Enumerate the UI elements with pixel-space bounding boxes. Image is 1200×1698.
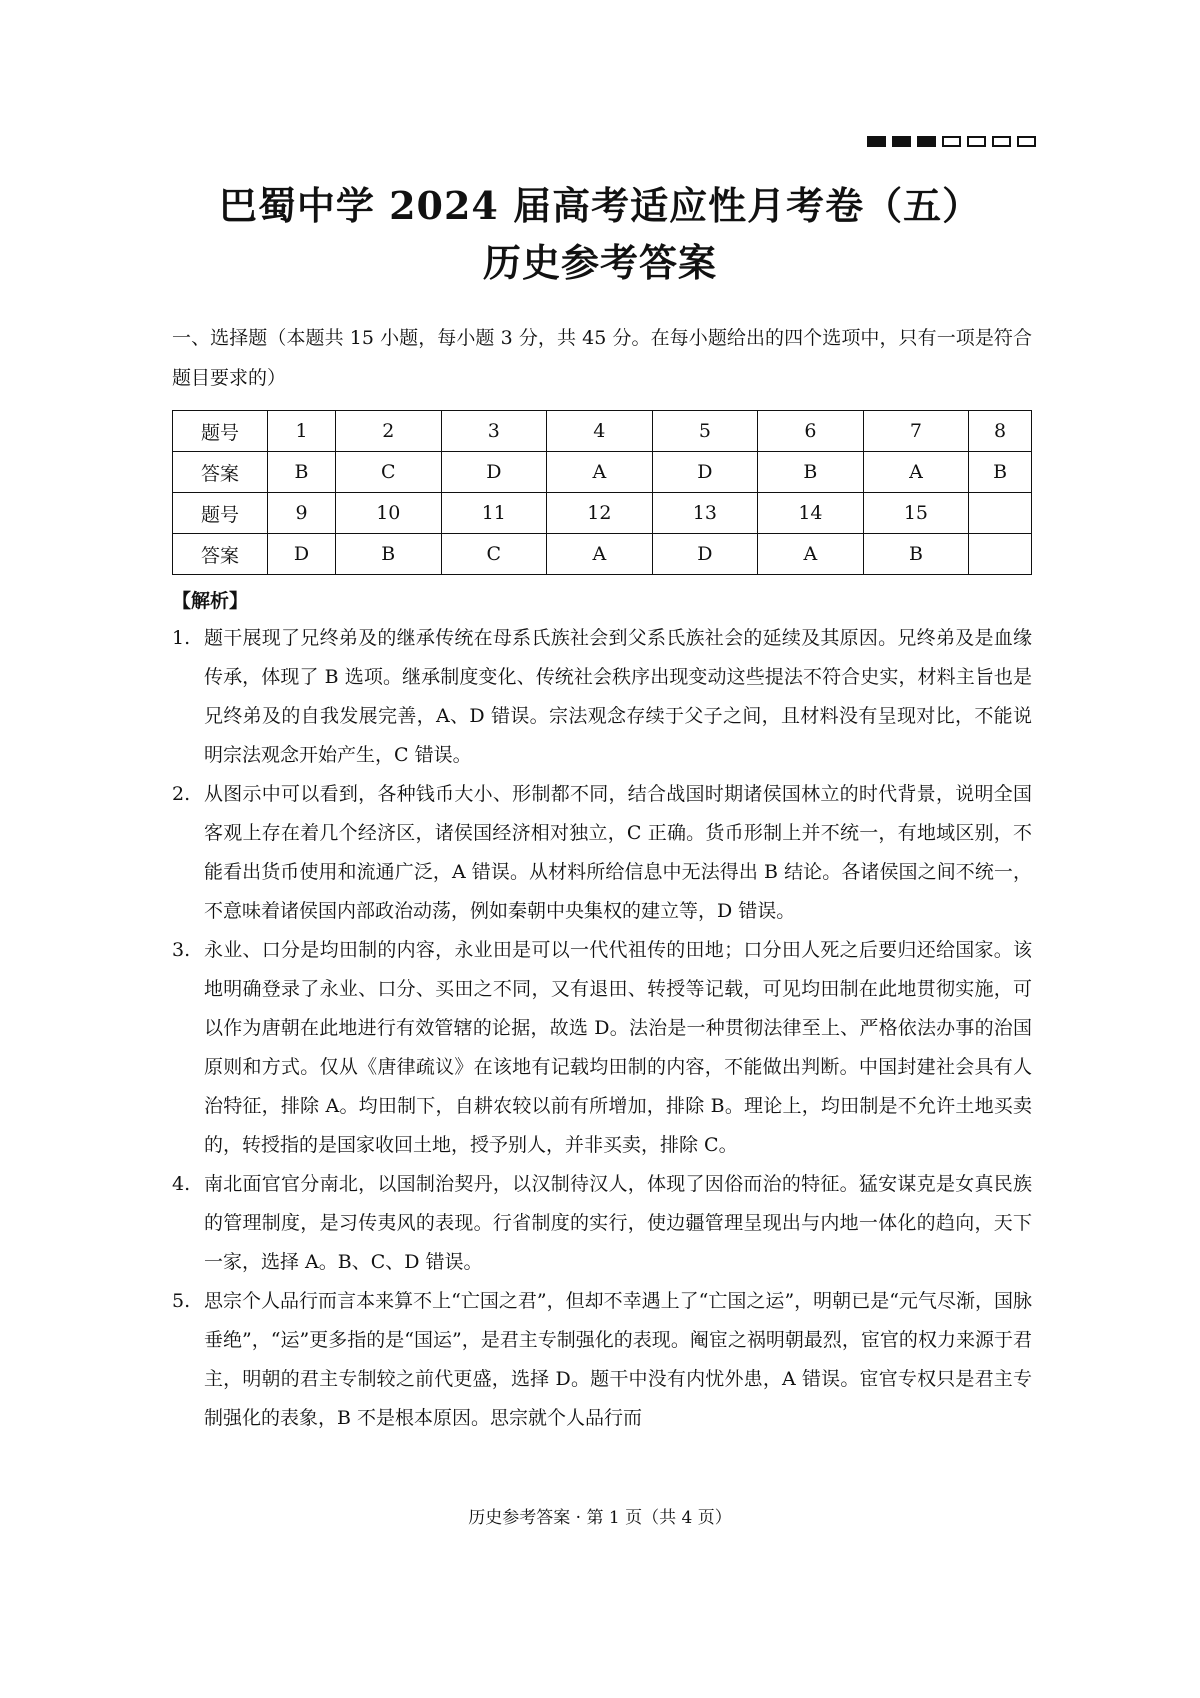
table-cell: D (268, 534, 336, 575)
table-cell: 13 (652, 493, 758, 534)
table-cell: 15 (863, 493, 969, 534)
analysis-item (172, 1282, 1032, 1438)
table-cell: 4 (547, 411, 653, 452)
section-intro: 一、选择题（本题共 15 小题，每小题 3 分，共 45 分。在每小题给出的四个选项中，只有一项是符合题目要求的） (172, 327, 1032, 389)
table-cell: B (969, 452, 1032, 493)
analysis-list (172, 619, 1032, 1438)
analysis-heading: 【解析】 (172, 590, 249, 612)
analysis-item-text: 从图示中可以看到，各种钱币大小、形制都不同，结合战国时期诸侯国林立的时代背景，说明全国客观上存在着几个经济区，诸侯国经济相对独立，C 正确。货币形制上并不统一，有地域区别，不能看出货币使用和流通广泛，A 错误。从材料所给信息中无法得出 B 结论。各诸侯国之间不统一，不意味着诸侯国内部政治动荡，例如秦朝中央集权的建立等，D 错误。 (204, 783, 1032, 922)
analysis-item-number: 1. (172, 627, 191, 649)
table-cell: B (268, 452, 336, 493)
row-header-cell: 题号 (173, 411, 268, 452)
table-cell: 12 (547, 493, 653, 534)
table-cell: B (336, 534, 442, 575)
table-cell: A (547, 534, 653, 575)
empty-square-icon (942, 136, 961, 147)
exam-marks (867, 136, 1036, 147)
analysis-item-text: 永业、口分是均田制的内容，永业田是可以一代代祖传的田地；口分田人死之后要归还给国家。该地明确登录了永业、口分、买田之不同，又有退田、转授等记载，可见均田制在此地贯彻实施，可以作为唐朝在此地进行有效管辖的论据，故选 D。法治是一种贯彻法律至上、严格依法办事的治国原则和方式。仅从《唐律疏议》在该地有记载均田制的内容，不能做出判断。中国封建社会具有人治特征，排除 A。均田制下，自耕农较以前有所增加，排除 B。理论上，均田制是不允许土地买卖的，转授指的是国家收回土地，授予别人，并非买卖，排除 C。 (204, 939, 1032, 1156)
answer-table (172, 410, 1032, 575)
table-cell: 6 (758, 411, 864, 452)
table-cell: 11 (441, 493, 547, 534)
page-footer: 历史参考答案 · 第 1 页（共 4 页） (468, 1508, 732, 1528)
table-cell: A (863, 452, 969, 493)
table-cell: 3 (441, 411, 547, 452)
analysis-item-text: 题干展现了兄终弟及的继承传统在母系氏族社会到父系氏族社会的延续及其原因。兄终弟及是血缘传承，体现了 B 选项。继承制度变化、传统社会秩序出现变动这些提法不符合史实，材料主旨也是兄终弟及的自我发展完善，A、D 错误。宗法观念存续于父子之间，且材料没有呈现对比，不能说明宗法观念开始产生，C 错误。 (204, 627, 1032, 766)
table-cell: 9 (268, 493, 336, 534)
analysis-item (172, 775, 1032, 931)
filled-square-icon (867, 136, 886, 147)
empty-square-icon (967, 136, 986, 147)
table-row (173, 411, 1032, 452)
analysis-item (172, 931, 1032, 1165)
row-header-cell: 题号 (173, 493, 268, 534)
analysis-item (172, 1165, 1032, 1282)
table-cell: A (758, 534, 864, 575)
analysis-item-number: 2. (172, 783, 191, 805)
table-cell: C (441, 534, 547, 575)
analysis-item-number: 5. (172, 1290, 191, 1312)
analysis-item-text: 南北面官官分南北，以国制治契丹，以汉制待汉人，体现了因俗而治的特征。猛安谋克是女真民族的管理制度，是习传夷风的表现。行省制度的实行，使边疆管理呈现出与内地一体化的趋向，天下一家，选择 A。B、C、D 错误。 (204, 1173, 1032, 1273)
table-cell: 10 (336, 493, 442, 534)
table-cell: A (547, 452, 653, 493)
empty-square-icon (992, 136, 1011, 147)
table-cell: 14 (758, 493, 864, 534)
table-cell: 8 (969, 411, 1032, 452)
page-title: 巴蜀中学 2024 届高考适应性月考卷（五） (218, 183, 982, 228)
analysis-item-number: 3. (172, 939, 191, 961)
filled-square-icon (892, 136, 911, 147)
empty-square-icon (1017, 136, 1036, 147)
row-header-cell: 答案 (173, 534, 268, 575)
table-cell: D (652, 452, 758, 493)
table-cell: 5 (652, 411, 758, 452)
table-cell: D (441, 452, 547, 493)
analysis-item (172, 619, 1032, 775)
table-cell: 7 (863, 411, 969, 452)
analysis-item-number: 4. (172, 1173, 191, 1195)
page-subtitle: 历史参考答案 (482, 240, 717, 285)
table-cell: D (652, 534, 758, 575)
table-cell: C (336, 452, 442, 493)
table-row (173, 534, 1032, 575)
table-cell (969, 534, 1032, 575)
table-cell: 2 (336, 411, 442, 452)
table-row (173, 452, 1032, 493)
table-cell: B (863, 534, 969, 575)
filled-square-icon (917, 136, 936, 147)
table-cell: 1 (268, 411, 336, 452)
row-header-cell: 答案 (173, 452, 268, 493)
document-body (172, 318, 1032, 1438)
analysis-item-text: 思宗个人品行而言本来算不上“亡国之君”，但却不幸遇上了“亡国之运”，明朝已是“元气尽渐，国脉垂绝”，“运”更多指的是“国运”，是君主专制强化的表现。阉宦之祸明朝最烈，宦官的权力来源于君主，明朝的君主专制较之前代更盛，选择 D。题干中没有内忧外患，A 错误。宦官专权只是君主专制强化的表象，B 不是根本原因。思宗就个人品行而 (204, 1290, 1032, 1429)
table-cell: B (758, 452, 864, 493)
table-row (173, 493, 1032, 534)
table-cell (969, 493, 1032, 534)
